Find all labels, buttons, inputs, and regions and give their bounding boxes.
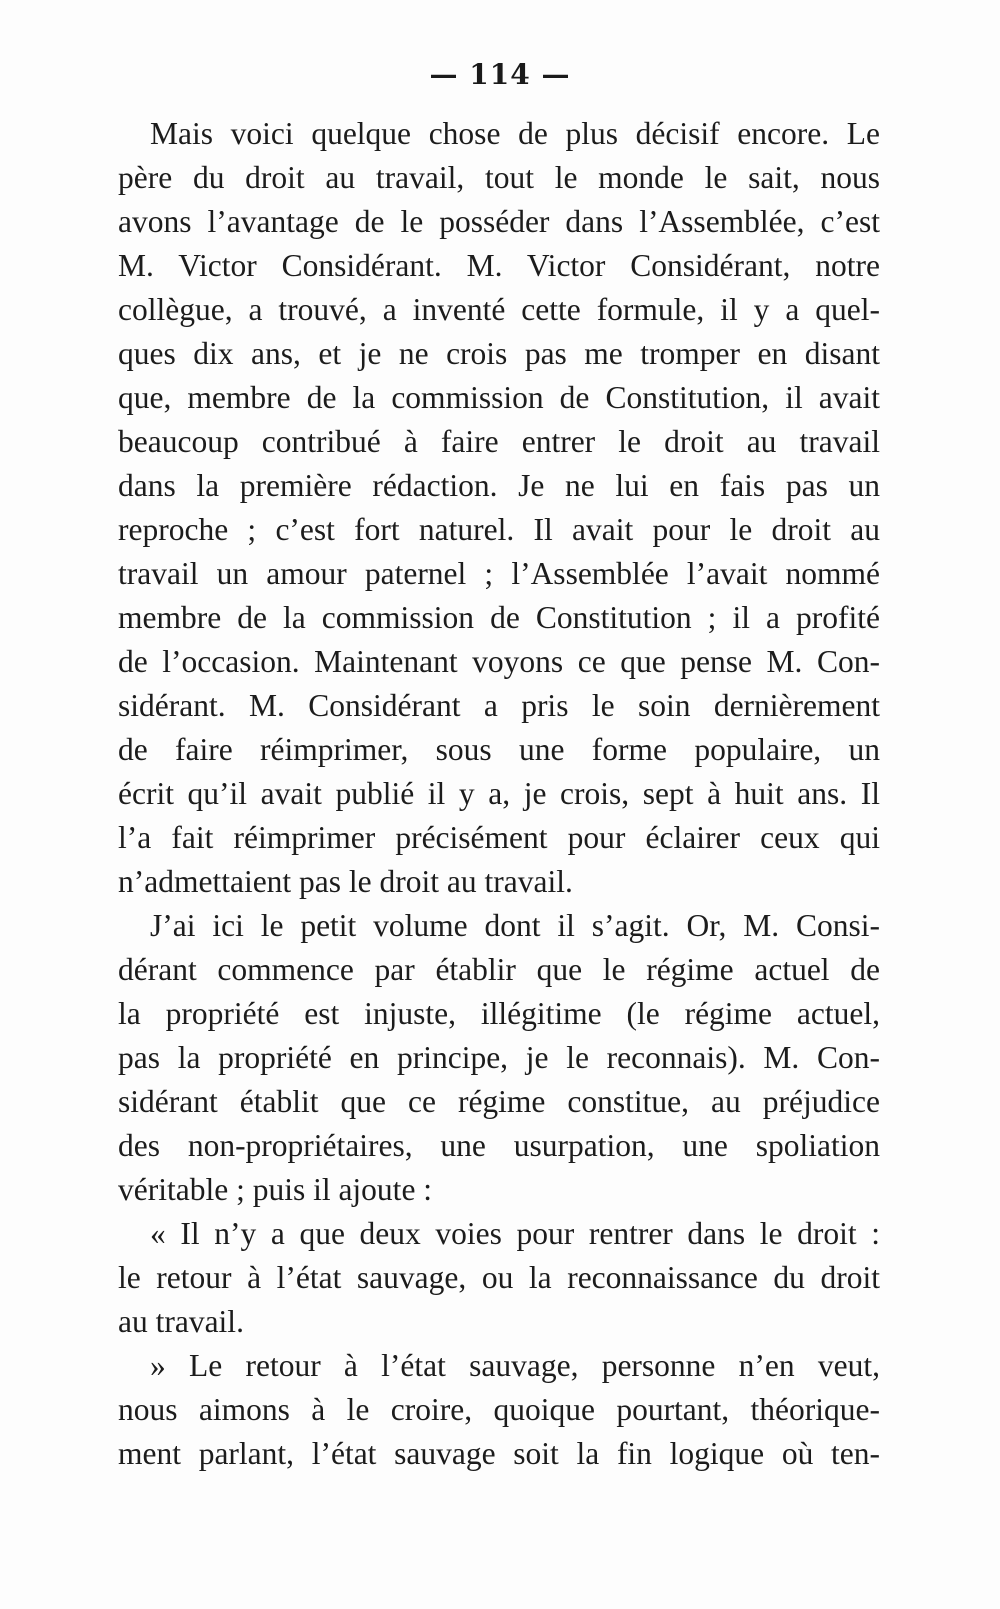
text-line: pas la propriété en principe, je le reconnais). M. Con-: [118, 1040, 880, 1075]
text-line: avons l’avantage de le posséder dans l’Assemblée, c’est: [118, 204, 880, 239]
text-line: l’a fait réimprimer précisément pour éclairer ceux qui: [118, 820, 880, 855]
page-number: — 114 —: [429, 58, 571, 91]
text-line: dans la première rédaction. Je ne lui en fais pas un: [118, 468, 880, 503]
text-line: le retour à l’état sauvage, ou la reconnaissance du droit: [118, 1260, 880, 1295]
text-line: des non-propriétaires, une usurpation, une spoliation: [118, 1128, 880, 1163]
text-line: nous aimons à le croire, quoique pourtant, théorique-: [118, 1392, 880, 1427]
text-line: dérant commence par établir que le régime actuel de: [118, 952, 880, 987]
text-line: la propriété est injuste, illégitime (le régime actuel,: [118, 996, 880, 1031]
text-line: reproche ; c’est fort naturel. Il avait pour le droit au: [118, 512, 880, 547]
text-line: écrit qu’il avait publié il y a, je crois, sept à huit ans. Il: [118, 776, 880, 811]
text-line: au travail.: [118, 1304, 244, 1339]
text-line: » Le retour à l’état sauvage, personne n’en veut,: [150, 1348, 880, 1383]
text-line: collègue, a trouvé, a inventé cette formule, il y a quel-: [118, 292, 880, 327]
text-line: « Il n’y a que deux voies pour rentrer dans le droit :: [150, 1216, 880, 1251]
text-line: n’admettaient pas le droit au travail.: [118, 864, 573, 899]
text-line: M. Victor Considérant. M. Victor Considérant, notre: [118, 248, 880, 283]
text-line: beaucoup contribué à faire entrer le droit au travail: [118, 424, 880, 459]
text-line: travail un amour paternel ; l’Assemblée l’avait nommé: [118, 556, 880, 591]
text-line: père du droit au travail, tout le monde le sait, nous: [118, 160, 880, 195]
text-line: véritable ; puis il ajoute :: [118, 1172, 433, 1207]
text-line: ment parlant, l’état sauvage soit la fin logique où ten-: [118, 1436, 880, 1471]
text-line: ques dix ans, et je ne crois pas me tromper en disant: [118, 336, 880, 371]
body-text: [118, 112, 880, 1476]
text-line: Mais voici quelque chose de plus décisif encore. Le: [150, 116, 880, 151]
text-line: sidérant. M. Considérant a pris le soin dernièrement: [118, 688, 880, 723]
text-line: de l’occasion. Maintenant voyons ce que pense M. Con-: [118, 644, 880, 679]
text-line: sidérant établit que ce régime constitue, au préjudice: [118, 1084, 880, 1119]
text-line: que, membre de la commission de Constitution, il avait: [118, 380, 880, 415]
text-line: membre de la commission de Constitution ; il a profité: [118, 600, 880, 635]
text-line: de faire réimprimer, sous une forme populaire, un: [118, 732, 880, 767]
text-line: J’ai ici le petit volume dont il s’agit. Or, M. Consi-: [150, 908, 880, 943]
